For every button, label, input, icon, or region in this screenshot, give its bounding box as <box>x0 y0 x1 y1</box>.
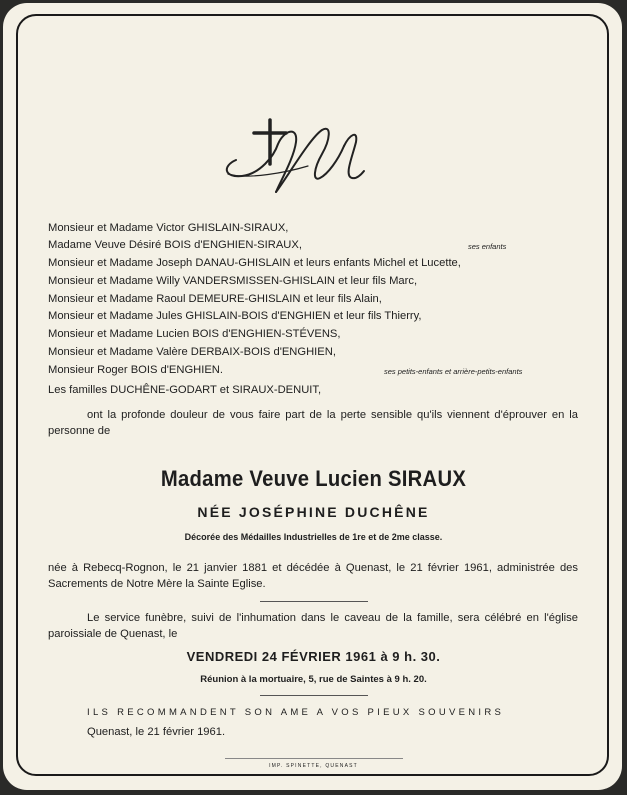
divider <box>225 758 403 759</box>
place-date: Quenast, le 21 février 1961. <box>87 726 226 738</box>
family-line: Monsieur et Madame Lucien BOIS d'ENGHIEN-STÉVENS, <box>48 328 341 340</box>
recommendation-text: ILS RECOMMANDENT SON AME A VOS PIEUX SOUVENIRS <box>87 707 505 718</box>
family-line: Monsieur et Madame Valère DERBAIX-BOIS d'ENGHIEN, <box>48 346 336 358</box>
grandchildren-note: ses petits-enfants et arrière-petits-enfants <box>384 367 523 376</box>
service-text: Le service funèbre, suivi de l'inhumation dans le caveau de la famille, sera célébré en l'église paroissiale de Quenast, le <box>48 612 578 640</box>
family-line: Monsieur Roger BOIS d'ENGHIEN. <box>48 364 223 376</box>
decoration-text: Décorée des Médailles Industrielles de 1re et de 2me classe. <box>184 532 443 542</box>
announcement-text: ont la profonde douleur de vous faire part de la perte sensible qu'ils viennent d'éprouver en la personne de <box>48 409 578 437</box>
family-line: Monsieur et Madame Victor GHISLAIN-SIRAUX, <box>48 222 289 234</box>
family-line: Monsieur et Madame Raoul DEMEURE-GHISLAIN et leur fils Alain, <box>48 293 382 305</box>
cross-monogram-icon <box>218 116 368 198</box>
family-line: Monsieur et Madame Jules GHISLAIN-BOIS d'ENGHIEN et leur fils Thierry, <box>48 310 422 322</box>
service-date: VENDREDI 24 FÉVRIER 1961 à 9 h. 30. <box>186 649 441 664</box>
children-note: ses enfants <box>468 242 507 251</box>
life-text: née à Rebecq-Rognon, le 21 janvier 1881 et décédée à Quenast, le 21 février 1961, administrée des Sacrements de Notre Mère la Sainte Eglise. <box>48 562 578 590</box>
reunion-text: Réunion à la mortuaire, 5, rue de Saintes à 9 h. 20. <box>200 674 427 685</box>
family-line: Monsieur et Madame Willy VANDERSMISSEN-GHISLAIN et leur fils Marc, <box>48 275 418 287</box>
divider <box>260 601 368 602</box>
divider <box>260 695 368 696</box>
maiden-name: NÉE JOSÉPHINE DUCHÊNE <box>197 504 430 520</box>
printer-imprint: IMP. SPINETTE, QUENAST <box>269 763 358 769</box>
deceased-name: Madame Veuve Lucien SIRAUX <box>160 466 467 491</box>
family-line: Monsieur et Madame Joseph DANAU-GHISLAIN et leurs enfants Michel et Lucette, <box>48 257 461 269</box>
family-line: Madame Veuve Désiré BOIS d'ENGHIEN-SIRAUX, <box>48 239 302 251</box>
family-line: Les familles DUCHÊNE-GODART et SIRAUX-DENUIT, <box>48 384 322 396</box>
